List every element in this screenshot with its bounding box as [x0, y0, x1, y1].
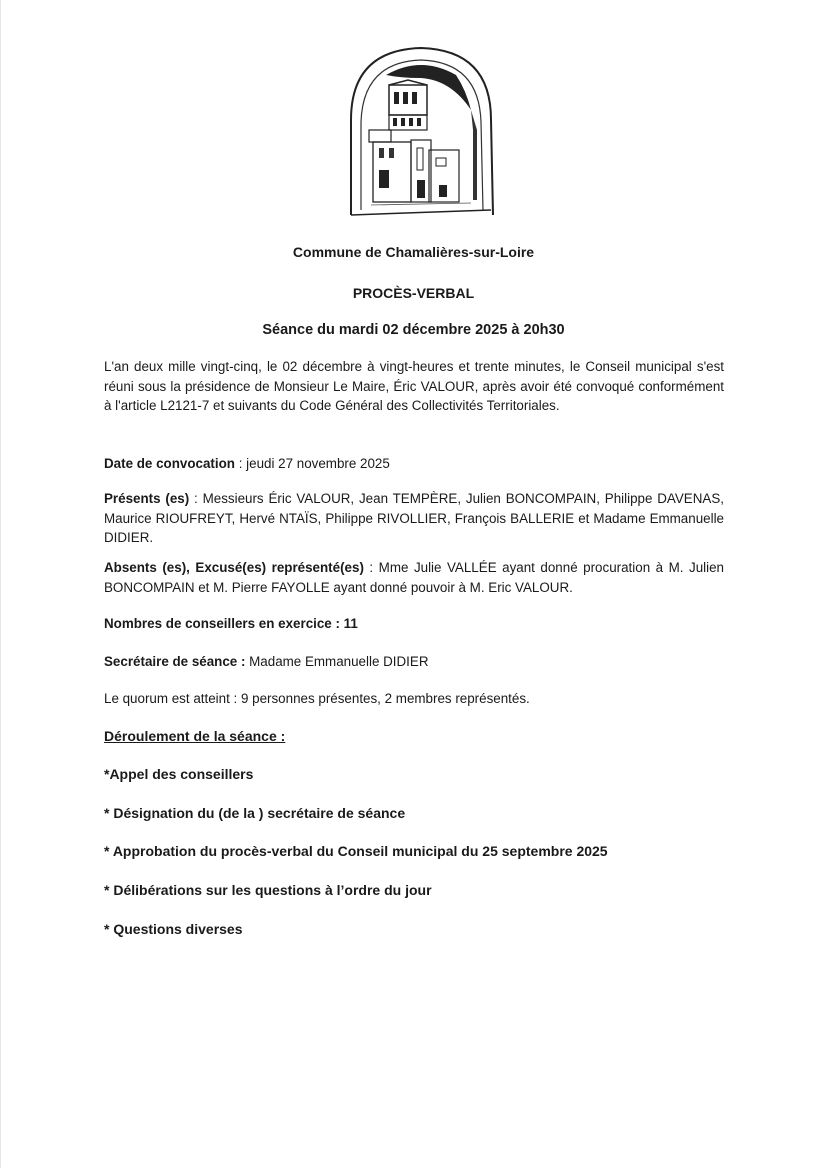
- secretaire-label: Secrétaire de séance :: [104, 654, 250, 669]
- commune-name: Commune de Chamalières-sur-Loire: [292, 244, 535, 260]
- secretaire-value: Madame Emmanuelle DIDIER: [249, 654, 429, 669]
- deroulement-heading: Déroulement de la séance :: [104, 728, 286, 744]
- intro-paragraph: L'an deux mille vingt-cinq, le 02 décembre à vingt-heures et trente minutes, le Conseil municipal s'est réuni sous la présidence de Monsieur Le Maire, Éric VALOUR, après avoir été convoqué conformément à l'article L2121-7 et suivants du Code Général des Collectivités Territoriales.: [104, 359, 724, 413]
- conseillers-count-value: 11: [343, 616, 358, 631]
- agenda-item: * Désignation du (de la ) secrétaire de séance: [104, 805, 406, 821]
- agenda-item: * Délibérations sur les questions à l’ordre du jour: [104, 882, 432, 898]
- presents-label: Présents (es): [104, 491, 190, 506]
- absents-label: Absents (es), Excusé(es) représenté(es): [104, 560, 364, 575]
- agenda-item: * Approbation du procès-verbal du Conseil municipal du 25 septembre 2025: [104, 843, 608, 859]
- agenda-item: *Appel des conseillers: [104, 766, 254, 782]
- quorum-line: Le quorum est atteint : 9 personnes présentes, 2 membres représentés.: [104, 691, 530, 706]
- presents-value: Messieurs Éric VALOUR, Jean TEMPÈRE, Julien BONCOMPAIN, Philippe DAVENAS, Maurice RIOUFREYT, Hervé NTAÏS, Philippe RIVOLLIER, François BALLERIE et Madame Emmanuelle DIDIER.: [104, 491, 724, 545]
- conseillers-count-line: [104, 614, 724, 634]
- absents-line: [104, 558, 724, 597]
- absents-sep: :: [363, 560, 379, 575]
- convocation-date-value: jeudi 27 novembre 2025: [246, 456, 390, 471]
- presents-line: [104, 489, 724, 548]
- convocation-date-label: Date de convocation: [104, 456, 235, 471]
- secretaire-line: [104, 652, 724, 672]
- convocation-date-line: [104, 454, 724, 474]
- seance-date: Séance du mardi 02 décembre 2025 à 20h30: [262, 322, 565, 338]
- presents-sep: :: [189, 491, 203, 506]
- agenda-item: * Questions diverses: [104, 921, 243, 937]
- convocation-date-sep: :: [234, 456, 247, 471]
- document-title: PROCÈS-VERBAL: [352, 285, 475, 301]
- church-arch-logo-icon: [331, 40, 511, 220]
- conseillers-count-label: Nombres de conseillers en exercice :: [104, 616, 344, 631]
- absents-value: Mme Julie VALLÉE ayant donné procuration à M. Julien BONCOMPAIN et M. Pierre FAYOLLE ayant donné pouvoir à M. Eric VALOUR.: [104, 560, 724, 595]
